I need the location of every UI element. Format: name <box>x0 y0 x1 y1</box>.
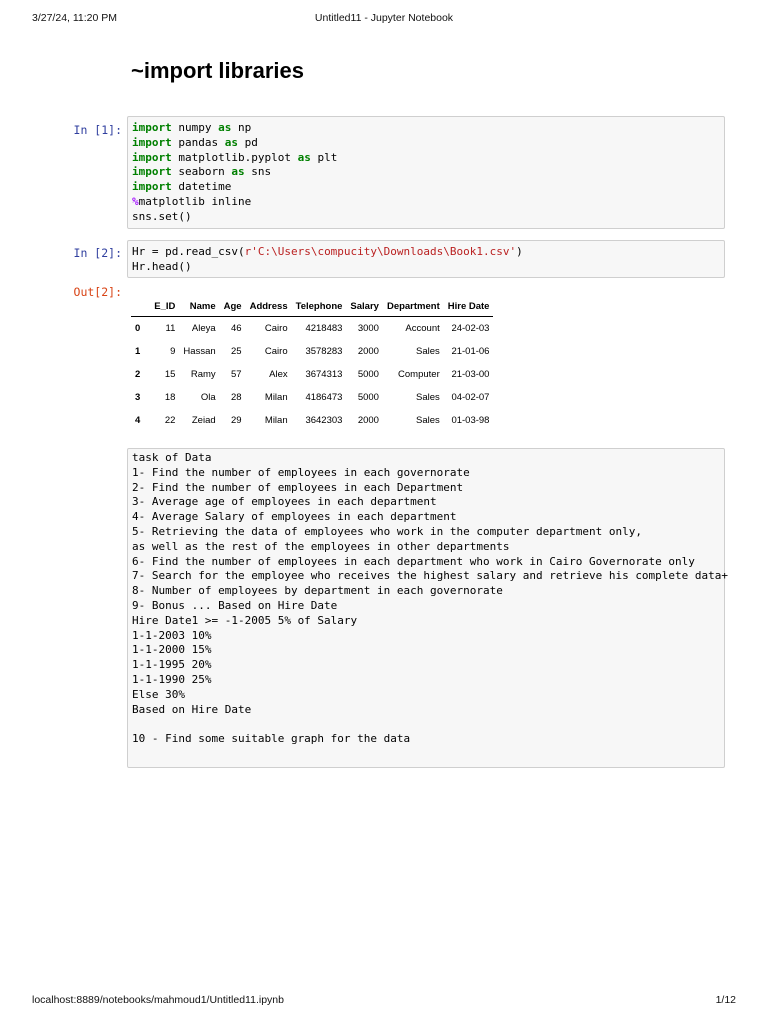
raw-text-line: 1-1-2003 10% <box>132 628 212 642</box>
dataframe-cell: 46 <box>231 323 242 334</box>
dataframe-column-header: E_ID <box>150 297 179 317</box>
print-page-title: Untitled11 - Jupyter Notebook <box>314 12 454 24</box>
dataframe-cell: Ramy <box>190 369 216 380</box>
dataframe-cell: 3578283 <box>305 346 343 357</box>
dataframe-cell: Sales <box>415 392 440 403</box>
dataframe-cell: Milan <box>264 415 288 426</box>
dataframe-cell: 25 <box>231 346 242 357</box>
dataframe-body <box>131 317 493 433</box>
raw-text-line: as well as the rest of the employees in other departments <box>132 539 510 553</box>
dataframe-cell: Cairo <box>264 323 288 334</box>
dataframe-cell: Cairo <box>264 346 288 357</box>
markdown-heading: ~import libraries <box>131 58 305 83</box>
dataframe-cell: 4218483 <box>305 323 343 334</box>
print-datetime: 3/27/24, 11:20 PM <box>32 12 118 24</box>
cell1-prompt: In [1]: <box>73 123 122 137</box>
dataframe-cell: Hassan <box>183 346 216 357</box>
dataframe-row <box>131 409 493 432</box>
code-line: import datetime <box>132 180 232 194</box>
raw-text-line: 9- Bonus ... Based on Hire Date <box>132 598 338 612</box>
dataframe-column-header <box>131 297 150 317</box>
dataframe-cell: 01-03-98 <box>451 415 490 426</box>
dataframe-cell: 18 <box>164 392 176 403</box>
raw-text-line: 7- Search for the employee who receives the highest salary and retrieve his complete data+ <box>132 569 729 583</box>
raw-text-content[interactable] <box>128 449 729 749</box>
raw-text-line: 4- Average Salary of employees in each department <box>132 510 457 524</box>
code-cell-2-source[interactable] <box>128 241 724 279</box>
raw-text-line: 1-1-1995 20% <box>132 658 212 672</box>
raw-text-line: 10 - Find some suitable graph for the data <box>132 732 411 746</box>
raw-text-line: 3- Average age of employees in each department <box>132 495 437 509</box>
dataframe-column-header: Hire Date <box>444 297 494 317</box>
dataframe-header-row <box>131 297 493 317</box>
code-cell-1[interactable] <box>127 116 725 229</box>
raw-text-line: 8- Number of employees by department in each governorate <box>132 584 503 598</box>
code-line: import matplotlib.pyplot as plt <box>132 150 338 164</box>
dataframe-row-index: 3 <box>135 392 141 403</box>
dataframe-column-header: Address <box>246 297 292 317</box>
dataframe-cell: 29 <box>231 415 242 426</box>
raw-text-line: Else 30% <box>132 687 185 701</box>
dataframe-cell: Account <box>405 323 440 334</box>
dataframe-cell: 22 <box>164 415 176 426</box>
code-line: Hr.head() <box>132 259 192 273</box>
dataframe-cell: Ola <box>200 392 216 403</box>
code-cell-2[interactable] <box>127 240 725 278</box>
dataframe-cell: 04-02-07 <box>451 392 490 403</box>
dataframe-column-header: Telephone <box>292 297 347 317</box>
raw-text-line: 1- Find the number of employees in each governorate <box>132 465 470 479</box>
dataframe-cell: 3674313 <box>305 369 343 380</box>
dataframe-row-index: 1 <box>135 346 141 357</box>
dataframe-row <box>131 386 493 409</box>
dataframe-column-header: Department <box>383 297 444 317</box>
print-url: localhost:8889/notebooks/mahmoud1/Untitled11.ipynb <box>32 994 284 1006</box>
dataframe-cell: 15 <box>164 369 176 380</box>
dataframe-cell: 11 <box>165 323 176 334</box>
dataframe-cell: 21-01-06 <box>451 346 490 357</box>
dataframe-row <box>131 363 493 386</box>
print-page-number: 1/12 <box>715 994 736 1006</box>
code-cell-1-source[interactable] <box>128 117 724 229</box>
raw-text-line: Hire Date1 >= -1-2005 5% of Salary <box>132 613 358 627</box>
dataframe-cell: 28 <box>231 392 242 403</box>
dataframe-column-header: Name <box>179 297 219 317</box>
code-line: import seaborn as sns <box>132 165 272 179</box>
code-line: import numpy as np <box>132 121 252 134</box>
code-line: import pandas as pd <box>132 135 258 149</box>
cell2-prompt: In [2]: <box>73 246 122 260</box>
dataframe-cell: 4186473 <box>305 392 343 403</box>
dataframe-cell: Milan <box>264 392 288 403</box>
code-line: Hr = pd.read_csv(r'C:\Users\compucity\Downloads\Book1.csv') <box>132 245 523 258</box>
dataframe-cell: 5000 <box>357 392 379 403</box>
dataframe-cell: Aleya <box>191 323 216 334</box>
dataframe-row <box>131 340 493 363</box>
dataframe-row <box>131 317 493 341</box>
dataframe-cell: 9 <box>170 346 176 357</box>
out-prompt: Out[2]: <box>73 285 122 299</box>
dataframe-cell: 24-02-03 <box>451 323 490 334</box>
dataframe-cell: Alex <box>269 369 288 380</box>
dataframe-row-index: 0 <box>135 323 141 334</box>
code-line: %matplotlib inline <box>132 194 252 208</box>
dataframe-cell: 5000 <box>357 369 379 380</box>
raw-text-line: 6- Find the number of employees in each department who work in Cairo Governorate only <box>132 554 695 568</box>
raw-text-line: 2- Find the number of employees in each Department <box>132 480 464 494</box>
dataframe-cell: Zeiad <box>191 415 216 426</box>
raw-text-line: 1-1-1990 25% <box>132 672 212 686</box>
dataframe-cell: 3000 <box>357 323 379 334</box>
dataframe-cell: 2000 <box>357 346 379 357</box>
dataframe-column-header: Age <box>220 297 246 317</box>
dataframe-output <box>131 297 493 432</box>
dataframe-cell: Computer <box>398 369 440 380</box>
dataframe-cell: 57 <box>231 369 242 380</box>
dataframe-row-index: 4 <box>135 415 141 426</box>
dataframe-cell: 2000 <box>357 415 379 426</box>
dataframe-row-index: 2 <box>135 369 141 380</box>
raw-text-line: Based on Hire Date <box>132 702 252 716</box>
dataframe-cell: Sales <box>415 346 440 357</box>
code-line: sns.set() <box>132 209 192 223</box>
raw-text-line: task of Data <box>132 451 212 464</box>
dataframe-cell: 3642303 <box>305 415 343 426</box>
dataframe-cell: 21-03-00 <box>451 369 490 380</box>
dataframe-cell: Sales <box>415 415 440 426</box>
raw-text-line: 1-1-2000 15% <box>132 643 212 657</box>
raw-text-cell[interactable] <box>127 448 729 768</box>
raw-text-line: 5- Retrieving the data of employees who work in the computer department only, <box>132 524 642 538</box>
dataframe-column-header: Salary <box>346 297 383 317</box>
